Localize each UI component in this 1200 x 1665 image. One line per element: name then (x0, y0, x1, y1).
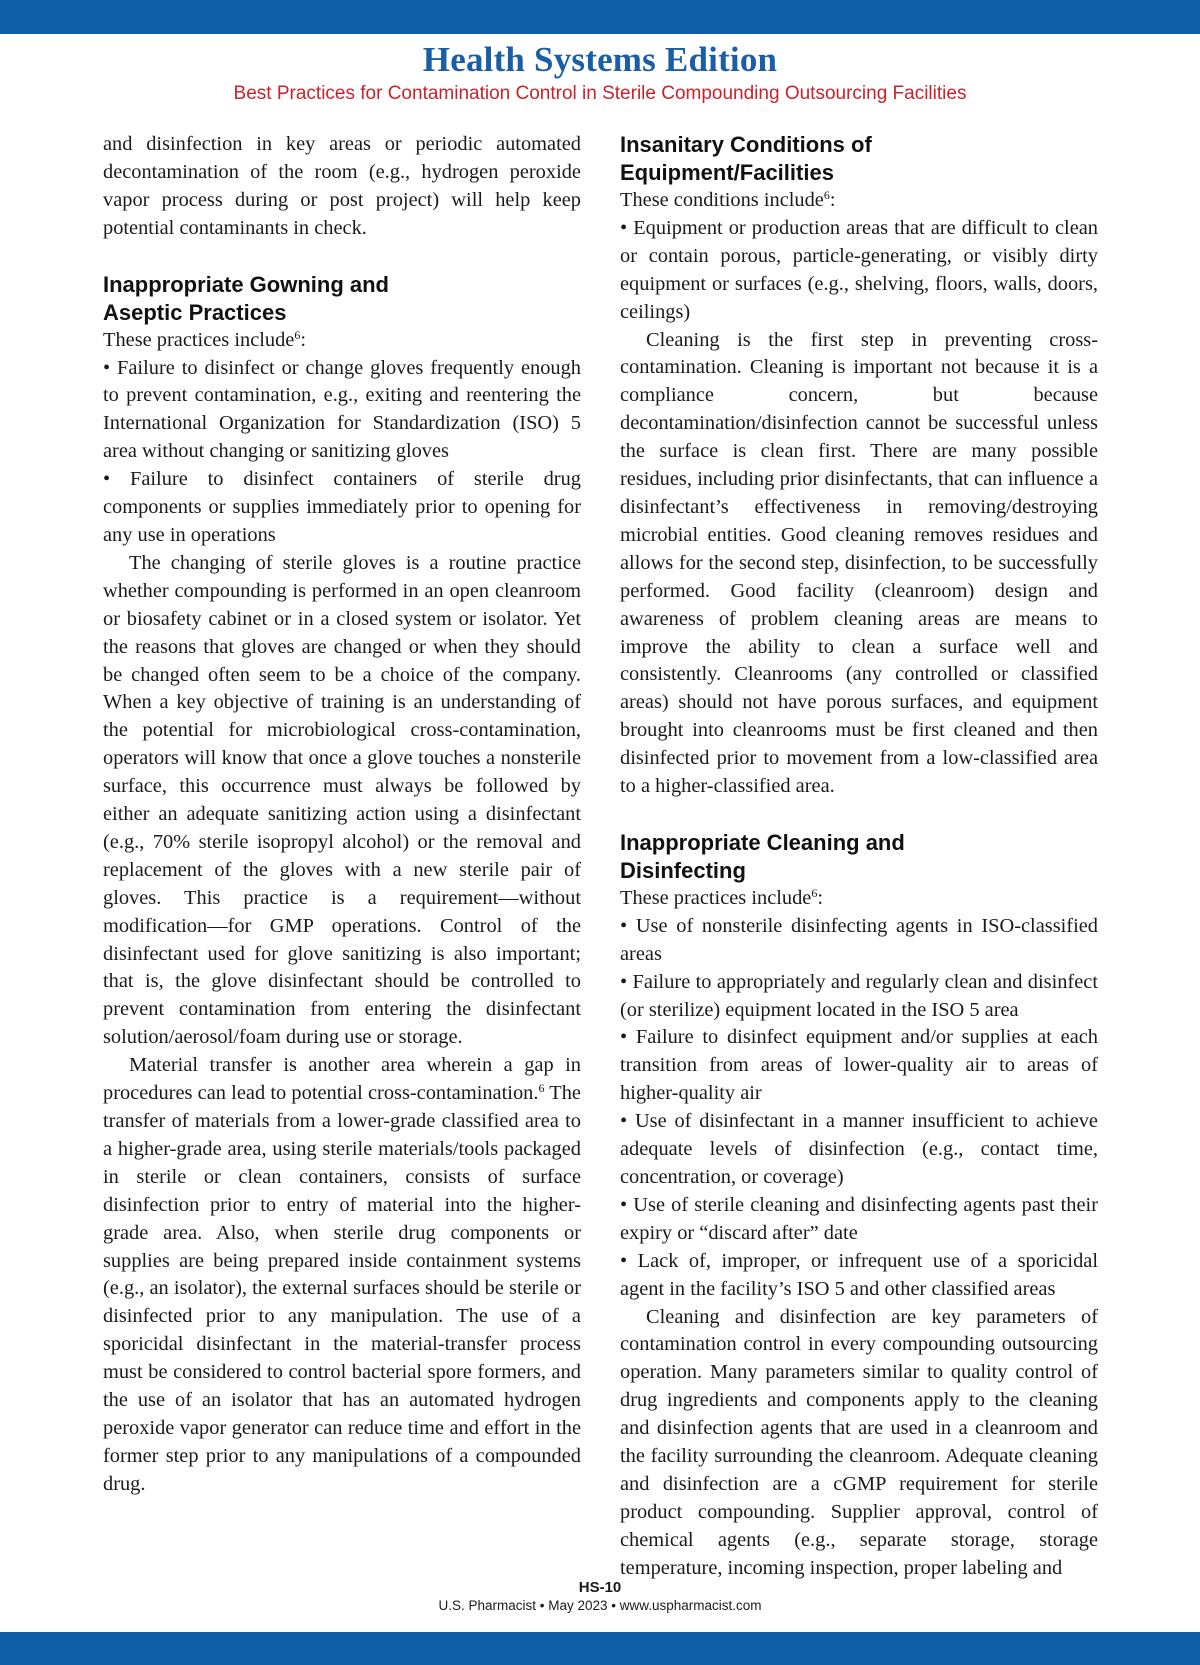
heading-line: Aseptic Practices (103, 299, 287, 325)
heading-line: Inappropriate Gowning and (103, 271, 389, 297)
bullet-item: • Use of sterile cleaning and disinfecting agents past their expiry or “discard after” date (620, 1193, 1098, 1244)
paragraph-text: The transfer of materials from a lower-grade classified area to a higher-grade area, using sterile materials/tools packaged in sterile or clean containers, consists of surface disinfection prior to entry of material into the higher-grade area. Also, when sterile drug components or supplies are being prepared inside containment systems (e.g., an isolator), the external surfaces should be sterile or disinfected prior to any manipulation. The use of a sporicidal disinfectant in the material-transfer process must be considered to control bacterial spore formers, and the use of an isolator that has an automated hydrogen peroxide vapor generator can reduce time and effort in the former step prior to any manipulations of a compounded drug. (103, 1082, 581, 1495)
left-column (103, 131, 581, 1499)
bullet-item: • Equipment or production areas that are difficult to clean or contain porous, particle-generating, or visibly dirty equipment or surfaces (e.g., shelving, floors, walls, doors, ceilings) (620, 216, 1098, 323)
body-paragraph (103, 1052, 581, 1499)
page-footer (0, 1579, 1200, 1615)
section-heading-gowning (103, 271, 581, 327)
page-number: HS-10 (578, 1579, 622, 1596)
lead-colon: : (300, 328, 307, 351)
bullet-item: • Use of nonsterile disinfecting agents in ISO-classified areas (620, 914, 1098, 965)
bottom-color-band (0, 1632, 1200, 1665)
list-lead (620, 885, 1098, 913)
article-running-title: Best Practices for Contamination Control in Sterile Compounding Outsourcing Facilities (233, 83, 967, 104)
reference-marker: 6 (811, 885, 818, 900)
masthead (0, 40, 1200, 106)
bullet-item: • Lack of, improper, or infrequent use of a sporicidal agent in the facility’s ISO 5 and other classified areas (620, 1249, 1098, 1300)
list-lead (103, 327, 581, 355)
bullet-item: • Failure to disinfect equipment and/or supplies at each transition from areas of lower-quality air to areas of higher-quality air (620, 1026, 1098, 1105)
body-paragraph: Cleaning is the first step in preventing cross-contamination. Cleaning is important not because it is a compliance concern, but because decontamination/disinfection cannot be successful unless the surface is clean first. There are many possible residues, including prior disinfectants, that can influence a disinfectant’s effectiveness in removing/destroying microbial entities. Good cleaning removes residues and allows for the second step, disinfection, to be successfully performed. Good facility (cleanroom) design and awareness of problem cleaning areas are means to improve the ability to clean a surface well and consistently. Cleanrooms (any controlled or classified areas) should not have porous surfaces, and equipment brought into cleanrooms must be first cleaned and then disinfected prior to movement from a low-classified area to a higher-classified area. (620, 328, 1098, 798)
intro-paragraph: and disinfection in key areas or periodic automated decontamination of the room (e.g., hydrogen peroxide vapor process during or post project) will help keep potential contaminants in check. (103, 133, 581, 239)
lead-text: These conditions include (620, 189, 824, 211)
section-heading-cleaning (620, 829, 1098, 885)
bullet-item: • Failure to appropriately and regularly clean and disinfect (or sterilize) equipment located in the ISO 5 area (620, 970, 1098, 1021)
heading-line: Disinfecting (620, 857, 746, 883)
section-heading-insanitary (620, 131, 1098, 187)
edition-title: Health Systems Edition (422, 40, 778, 79)
heading-line: Equipment/Facilities (620, 160, 834, 185)
lead-colon: : (829, 189, 836, 211)
reference-marker: 6 (294, 327, 301, 342)
body-paragraph: The changing of sterile gloves is a routine practice whether compounding is performed in an open cleanroom or biosafety cabinet or in a closed system or isolator. Yet the reasons that gloves are changed or when they should be changed often seem to be a choice of the company. When a key objective of training is an understanding of the potential for microbiological cross-contamination, operators will know that once a glove touches a nonsterile surface, this occurrence must always be followed by either an adequate sanitizing action using a disinfectant (e.g., 70% sterile isopropyl alcohol) or the removal and replacement of the gloves with a new sterile pair of gloves. This practice is a requirement—without modification—for GMP operations. Control of the disinfectant used for glove sanitizing is also important; that is, the glove disinfectant should be controlled to prevent contamination from entering the disinfectant solution/aerosol/foam during use or storage. (103, 551, 581, 1049)
publication-line: U.S. Pharmacist • May 2023 • www.uspharmacist.com (438, 1598, 762, 1613)
paragraph-text: Material transfer is another area wherein a gap in procedures can lead to potential cross-contamination. (103, 1054, 581, 1105)
heading-line: Inappropriate Cleaning and (620, 829, 905, 855)
bullet-item: • Failure to disinfect containers of sterile drug components or supplies immediately prior to opening for any use in operations (103, 468, 581, 546)
bullet-item: • Failure to disinfect or change gloves frequently enough to prevent contamination, e.g., exiting and reentering the International Organization for Standardization (ISO) 5 area without changing or sanitizing gloves (103, 356, 581, 463)
body-paragraph: Cleaning and disinfection are key parameters of contamination control in every compounding outsourcing operation. Many parameters similar to quality control of drug ingredients and components apply to the cleaning and disinfection agents that are used in a cleanroom and the facility surrounding the cleanroom. Adequate cleaning and disinfection are a cGMP requirement for sterile product compounding. Supplier approval, control of chemical agents (e.g., separate storage, storage temperature, incoming inspection, proper labeling and (620, 1305, 1098, 1579)
reference-marker: 6 (823, 188, 830, 202)
reference-marker: 6 (538, 1081, 545, 1096)
right-column (620, 131, 1098, 1583)
lead-text: These practices include (103, 328, 295, 351)
bullet-item: • Use of disinfectant in a manner insufficient to achieve adequate levels of disinfection (e.g., contact time, concentration, or coverage) (620, 1110, 1098, 1188)
lead-text: These practices include (620, 886, 812, 909)
top-color-band (0, 0, 1200, 34)
spacer (103, 243, 581, 271)
spacer (620, 801, 1098, 829)
heading-line: Insanitary Conditions of (620, 132, 872, 157)
lead-colon: : (817, 886, 824, 909)
list-lead (620, 187, 1098, 215)
